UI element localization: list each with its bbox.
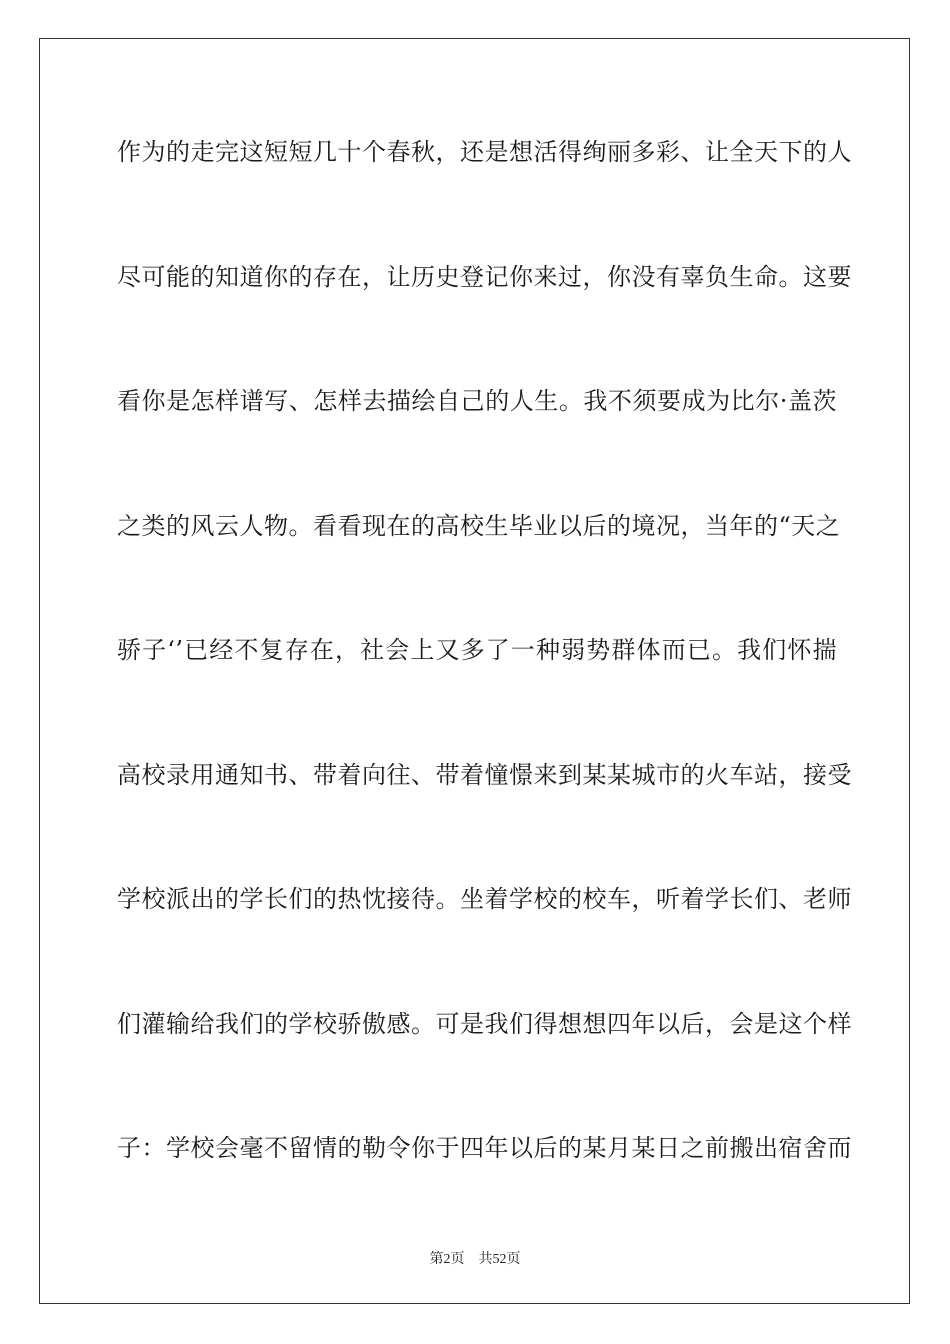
text-line: 作为的走完这短短几十个春秋，还是想活得绚丽多彩、让全天下的人 (117, 138, 852, 166)
text-line: 骄子‘’已经不复存在，社会上又多了一种弱势群体而已。我们怀揣 (117, 636, 837, 664)
text-line: 学校派出的学长们的热忱接待。坐着学校的校车，听着学长们、老师 (117, 885, 852, 913)
text-line: 之类的风云人物。看看现在的高校生毕业以后的境况，当年的“天之 (117, 511, 841, 540)
text-line: 尽可能的知道你的存在，让历史登记你来过，你没有辜负生命。这要 (117, 262, 852, 291)
text-line: 子：学校会毫不留情的勒令你于四年以后的某月某日之前搬出宿舍而 (117, 1134, 852, 1162)
text-line: 高校录用通知书、带着向往、带着憧憬来到某某城市的火车站，接受 (117, 760, 852, 789)
text-line: 看你是怎样谱写、怎样去描绘自己的人生。我不须要成为比尔·盖茨 (117, 387, 837, 415)
text-line: 们灌输给我们的学校骄傲感。可是我们得想想四年以后，会是这个样 (117, 1009, 852, 1038)
document-body (117, 128, 852, 1249)
current-page-number: 第2页 (429, 1252, 465, 1267)
page-footer (0, 1248, 950, 1268)
total-page-count: 共52页 (478, 1252, 521, 1267)
